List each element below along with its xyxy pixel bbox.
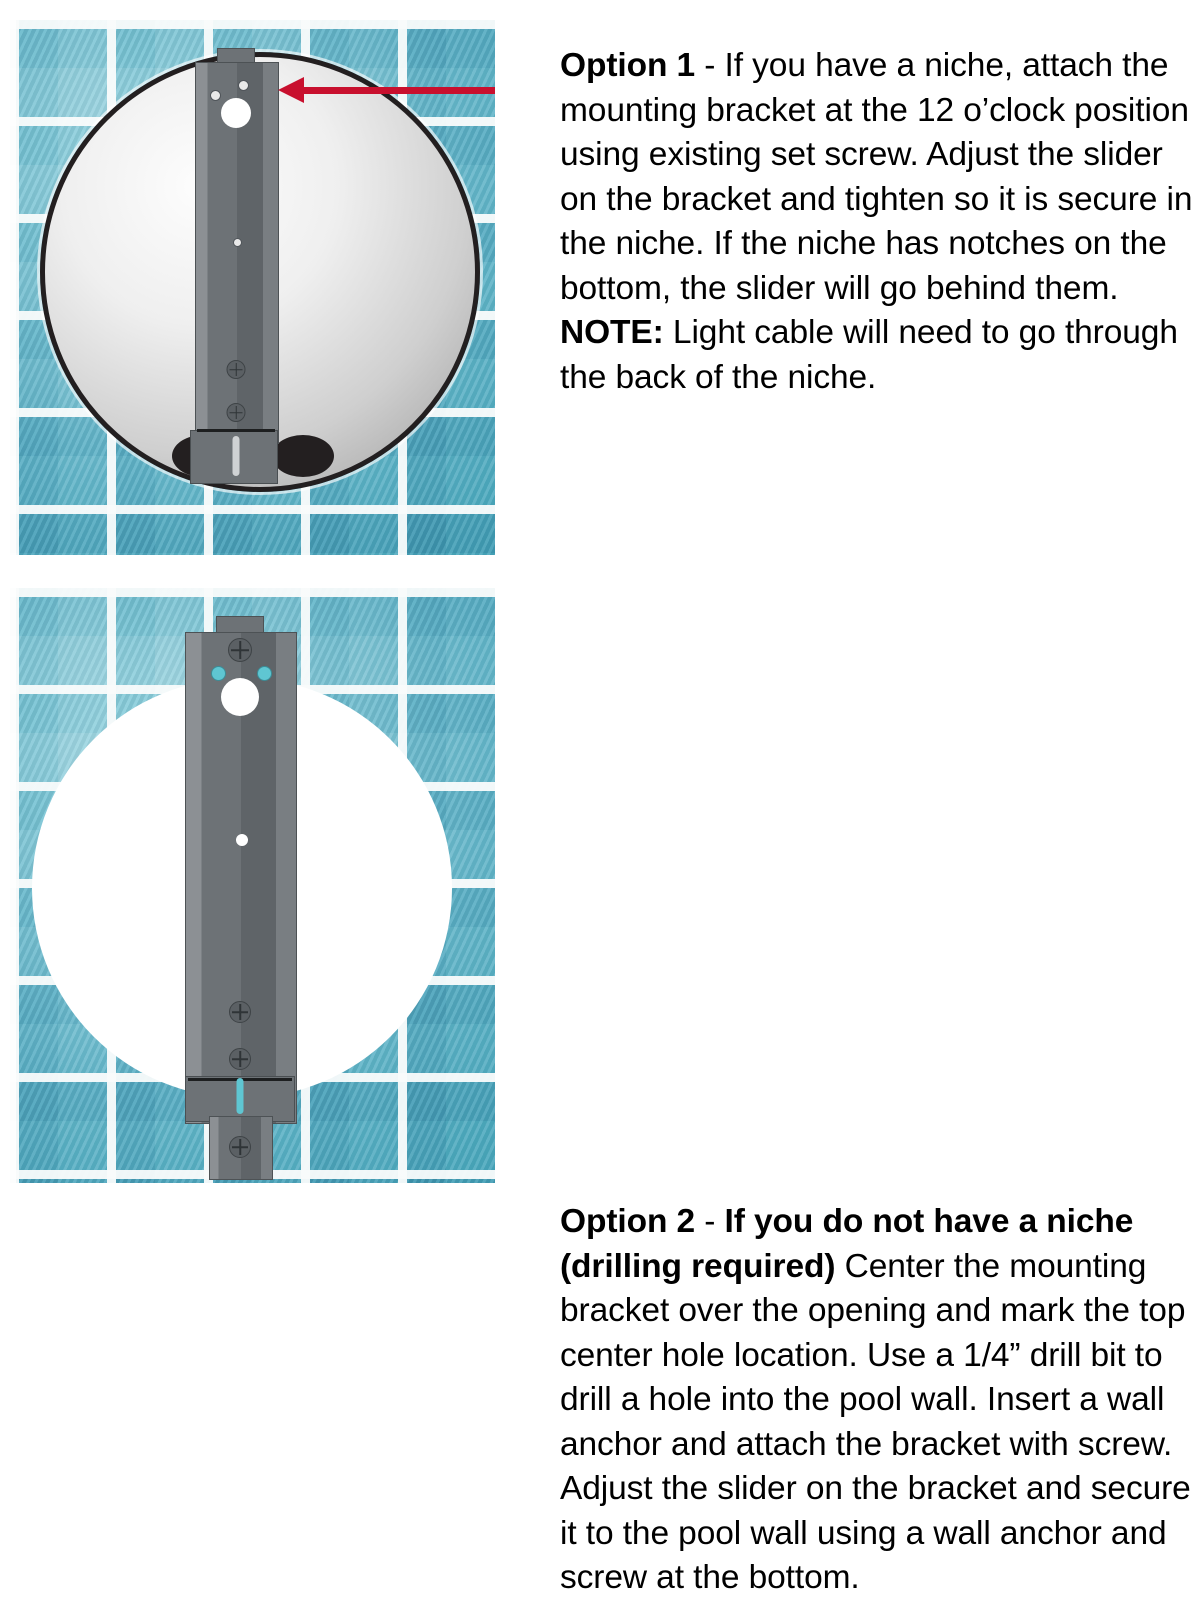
option-2-panel [0, 580, 1200, 1597]
bracket-center-hole [221, 98, 251, 128]
bracket-screw-lower [227, 403, 246, 422]
option-1-text [560, 44, 1200, 400]
option-2-text [560, 1200, 1200, 1601]
bracket-mid-hole [233, 238, 242, 247]
bracket-screw-upper [229, 1001, 251, 1023]
option-1-figure [10, 20, 495, 555]
option-1-panel [0, 0, 1200, 570]
body-text: Center the mounting bracket over the opening and mark the top center hole location. Use a 1/4” drill bit to drill a hole into the pool wall. Insert a wall anchor and attach the bracket with screw. Adjust the slider on the bracket and secure it to the pool wall using a wall anchor and screw at the bottom. [560, 1247, 1191, 1597]
bracket-hole-left [211, 666, 226, 681]
body-text: - If you have a niche, attach the mounting bracket at the 12 o’clock position using existing set screw. Adjust the slider on the bracket and tighten so it is secure in the niche. If the niche has notches on the bottom, the slider will go behind them. [560, 47, 1193, 307]
option-2-figure [10, 588, 495, 1183]
bracket-bottom-screw [229, 1136, 251, 1158]
callout-arrow-option-1 [278, 83, 495, 97]
bracket-hole-right [257, 666, 272, 681]
bracket-screw-upper [227, 360, 246, 379]
emphasis-text: Option 2 [560, 1203, 696, 1240]
bracket-mid-hole [236, 834, 248, 846]
bracket-top-screw [228, 638, 252, 662]
arrow-shaft [302, 87, 495, 94]
slider-slot [237, 1078, 244, 1114]
emphasis-text: NOTE: [560, 314, 664, 352]
housing-foot-right [272, 435, 334, 477]
slider-edge-line [197, 429, 275, 432]
arrow-head-icon [278, 77, 304, 103]
body-text: Light cable will need to go through the back of the niche. [560, 314, 1178, 396]
bracket-hole-left [210, 90, 221, 101]
bracket-screw-lower [229, 1048, 251, 1070]
emphasis-text: If you do not have a niche (drilling required) [560, 1203, 1134, 1285]
bracket-center-hole [221, 678, 259, 716]
bracket-hole-top [238, 80, 249, 91]
slider-slot [233, 436, 240, 476]
panel-divider [0, 572, 1200, 575]
mounting-bracket [185, 616, 295, 1176]
emphasis-text: Option 1 [560, 47, 696, 84]
mounting-bracket [195, 48, 277, 488]
body-text: - [695, 1203, 725, 1240]
